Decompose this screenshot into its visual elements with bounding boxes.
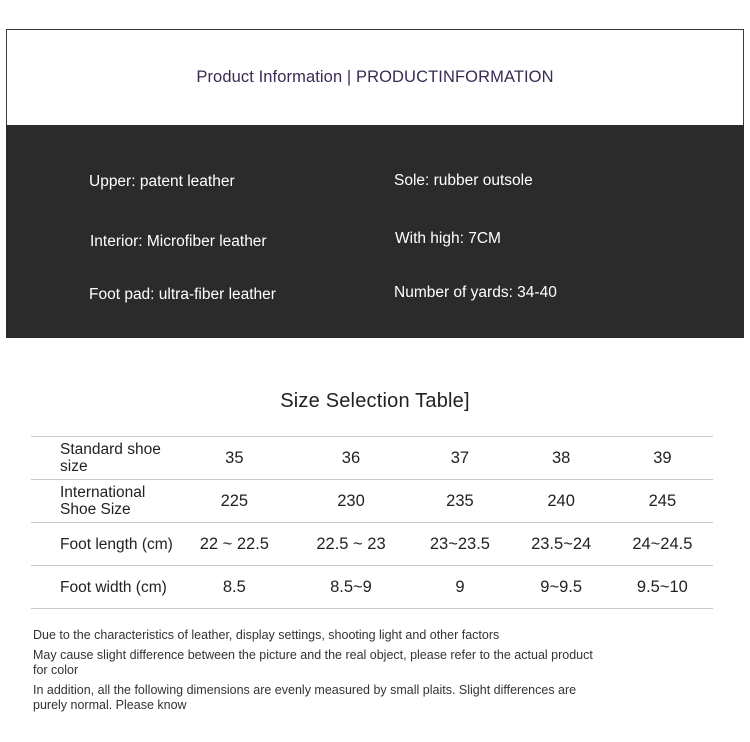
size-table-title: Size Selection Table] [280, 390, 470, 412]
note-text: May cause slight difference between the picture and the real object, please refer to the actual product for color [33, 648, 593, 677]
table-cell: 36 [341, 448, 361, 467]
spec-panel [6, 125, 744, 338]
table-row [31, 480, 713, 523]
table-cell: 8.5~9 [330, 577, 372, 596]
notes [33, 628, 593, 718]
table-cell: 23~23.5 [429, 534, 490, 553]
size-table [31, 436, 713, 609]
spec-sole: Sole: rubber outsole [394, 172, 533, 189]
table-cell: 230 [337, 491, 365, 510]
table-cell: 245 [648, 491, 677, 510]
table-cell: 22.5 ~ 23 [316, 534, 386, 553]
row-label: Foot width (cm) [60, 578, 167, 596]
table-cell: 9.5~10 [636, 577, 688, 596]
table-cell: 38 [551, 448, 571, 467]
product-info-title: Product Information | PRODUCTINFORMATION [196, 68, 554, 86]
table-cell: 8.5 [222, 577, 246, 596]
table-row [31, 566, 713, 609]
note-text: Due to the characteristics of leather, display settings, shooting light and other factors [33, 628, 500, 642]
table-cell: 22 ~ 22.5 [199, 534, 269, 553]
table-cell: 9 [455, 577, 465, 596]
table-cell: 225 [220, 491, 249, 510]
table-row [31, 437, 713, 480]
spec-interior: Interior: Microfiber leather [90, 233, 267, 250]
product-info-header [6, 29, 744, 125]
spec-heel-height: With high: 7CM [395, 230, 501, 247]
note-text: In addition, all the following dimensions are evenly measured by small plaits. Slight differences are purely normal. Please know [33, 683, 577, 712]
spec-size-range: Number of yards: 34-40 [394, 284, 557, 301]
table-cell: 24~24.5 [632, 534, 693, 553]
table-cell: 35 [225, 448, 244, 467]
row-label: International Shoe Size [60, 484, 146, 518]
row-label: Foot length (cm) [60, 535, 173, 553]
table-cell: 23.5~24 [531, 534, 592, 553]
table-cell: 39 [653, 448, 672, 467]
row-label: Standard shoe size [60, 441, 161, 475]
spec-upper: Upper: patent leather [89, 173, 235, 190]
table-cell: 240 [547, 491, 575, 510]
table-cell: 9~9.5 [540, 577, 583, 596]
table-cell: 37 [450, 448, 470, 467]
spec-foot-pad: Foot pad: ultra-fiber leather [89, 286, 276, 303]
table-row [31, 523, 713, 566]
table-cell: 235 [446, 491, 474, 510]
